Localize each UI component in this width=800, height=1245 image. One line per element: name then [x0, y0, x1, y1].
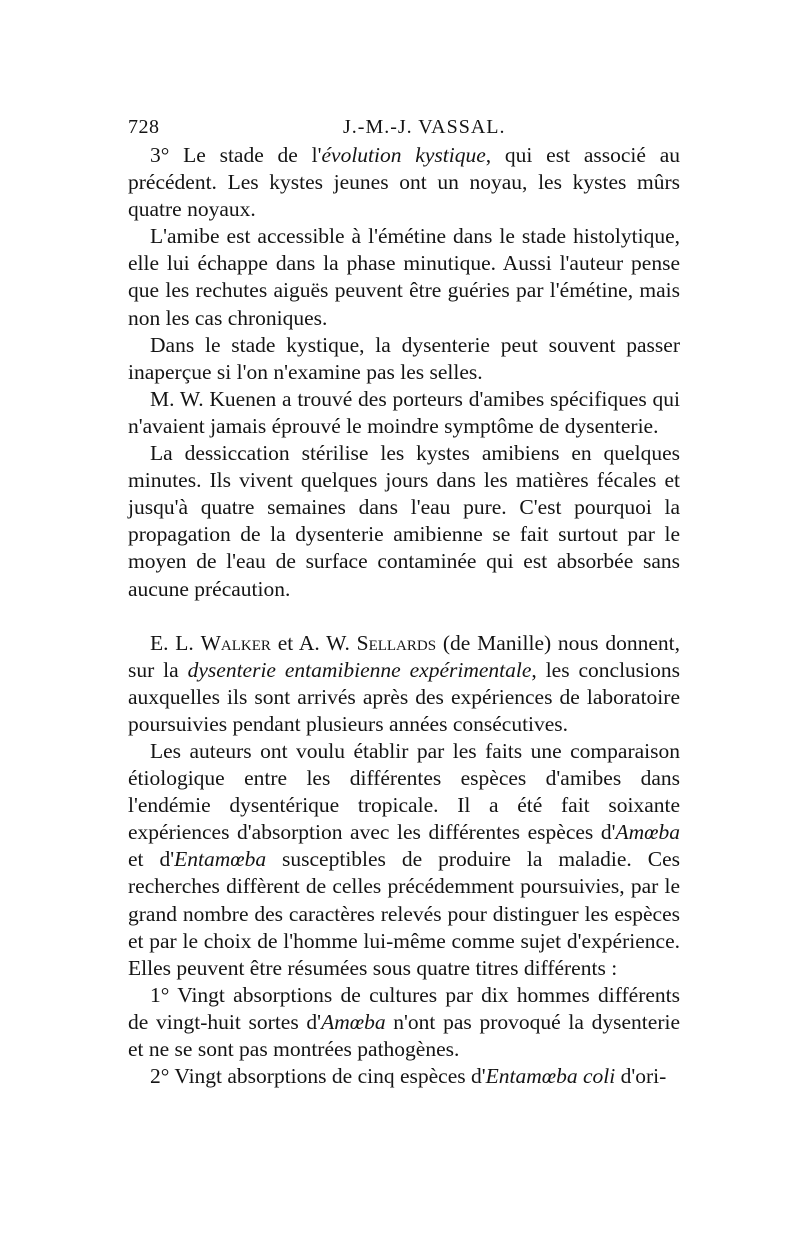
p7-italic-entamoeba: Entamœba: [174, 847, 267, 872]
document-page: [128, 112, 680, 1090]
paragraph-emetine: L'amibe est accessible à l'émétine dans le stade histolytique, elle lui échappe dans la phase minutique. Aussi l'auteur pense que les rechutes aiguës peuvent être guéries par l'émétine, mais non les cas chroniques.: [128, 224, 680, 330]
paragraph-walker-sellards: [128, 630, 680, 738]
p1-tail: , qui est associé au précédent. Les kystes jeunes ont un noyau, les kystes mûrs quatre noyaux.: [128, 143, 680, 222]
p7-c: susceptibles de produire la maladie. Ces recherches diffèrent de celles précédemment poursuivies, par le grand nombre des caractères relevés pour distinguer les espèces et par le choix de l'homme lui-même comme sujet d'expérience. Elles peuvent être résumées sous quatre titres différents :: [128, 847, 681, 980]
p7-b: et d': [128, 847, 175, 872]
body-text: [128, 142, 680, 1090]
p8-b: n'ont pas provoqué la dysenterie et ne se sont pas montrées pathogènes.: [128, 1009, 681, 1061]
paragraph-kuenen: M. W. Kuenen a trouvé des porteurs d'amibes spécifiques qui n'avaient jamais éprouvé le moindre symptôme de dysenterie.: [128, 386, 680, 438]
p9-italic: Entamœba coli: [485, 1064, 616, 1089]
running-head: J.-M.-J. VASSAL.: [343, 116, 506, 138]
p6-d: , les conclusions auxquelles ils sont arrivés après des expériences de laboratoire poursuivies pendant plusieurs années consécutives.: [128, 657, 680, 736]
page-header: [128, 112, 680, 142]
p6-c: (de Manille) nous donnent, sur la: [128, 630, 680, 682]
paragraph-point-2: [128, 1063, 680, 1090]
p8-italic: Amœba: [321, 1009, 386, 1034]
p1-lead: 3° Le stade de l': [150, 143, 322, 167]
p6-a: E. L.: [150, 630, 201, 655]
p6-b: et A. W.: [270, 630, 357, 655]
p9-a: 2° Vingt absorptions de cinq espèces d': [150, 1064, 486, 1089]
section-break: [128, 603, 680, 630]
p8-a: 1° Vingt absorptions de cultures par dix hommes différents de vingt-huit sortes d': [128, 982, 680, 1034]
paragraph-stade-kystique: Dans le stade kystique, la dysenterie peut souvent passer inaperçue si l'on n'examine pas les selles.: [128, 332, 680, 384]
p1-italic: évolution kystique: [321, 143, 486, 167]
p7-italic-amoeba: Amœba: [615, 820, 680, 845]
paragraph-comparaison: [128, 738, 680, 982]
p7-a: Les auteurs ont voulu établir par les faits une comparaison étiologique entre les différentes espèces d'amibes dans l'endémie dysentérique tropicale. Il a été fait soixante expériences d'absorption avec les différentes espèces d': [128, 738, 680, 845]
p6-italic: dysenterie entamibienne expérimentale: [187, 657, 532, 682]
paragraph-dessiccation: La dessiccation stérilise les kystes amibiens en quelques minutes. Ils vivent quelques jours dans les matières fécales et jusqu'à quatre semaines dans l'eau pure. C'est pourquoi la propagation de la dysenterie amibienne se fait surtout par le moyen de l'eau de surface contaminée qui est absorbée sans aucune précaution.: [128, 441, 680, 601]
author-sellards: Sellards: [356, 630, 437, 655]
p9-b: d'ori-: [615, 1064, 667, 1089]
author-walker: Walker: [200, 630, 271, 655]
paragraph-point-1: [128, 982, 680, 1063]
paragraph-evolution-kystique: [128, 142, 680, 223]
page-number: 728: [128, 116, 160, 138]
